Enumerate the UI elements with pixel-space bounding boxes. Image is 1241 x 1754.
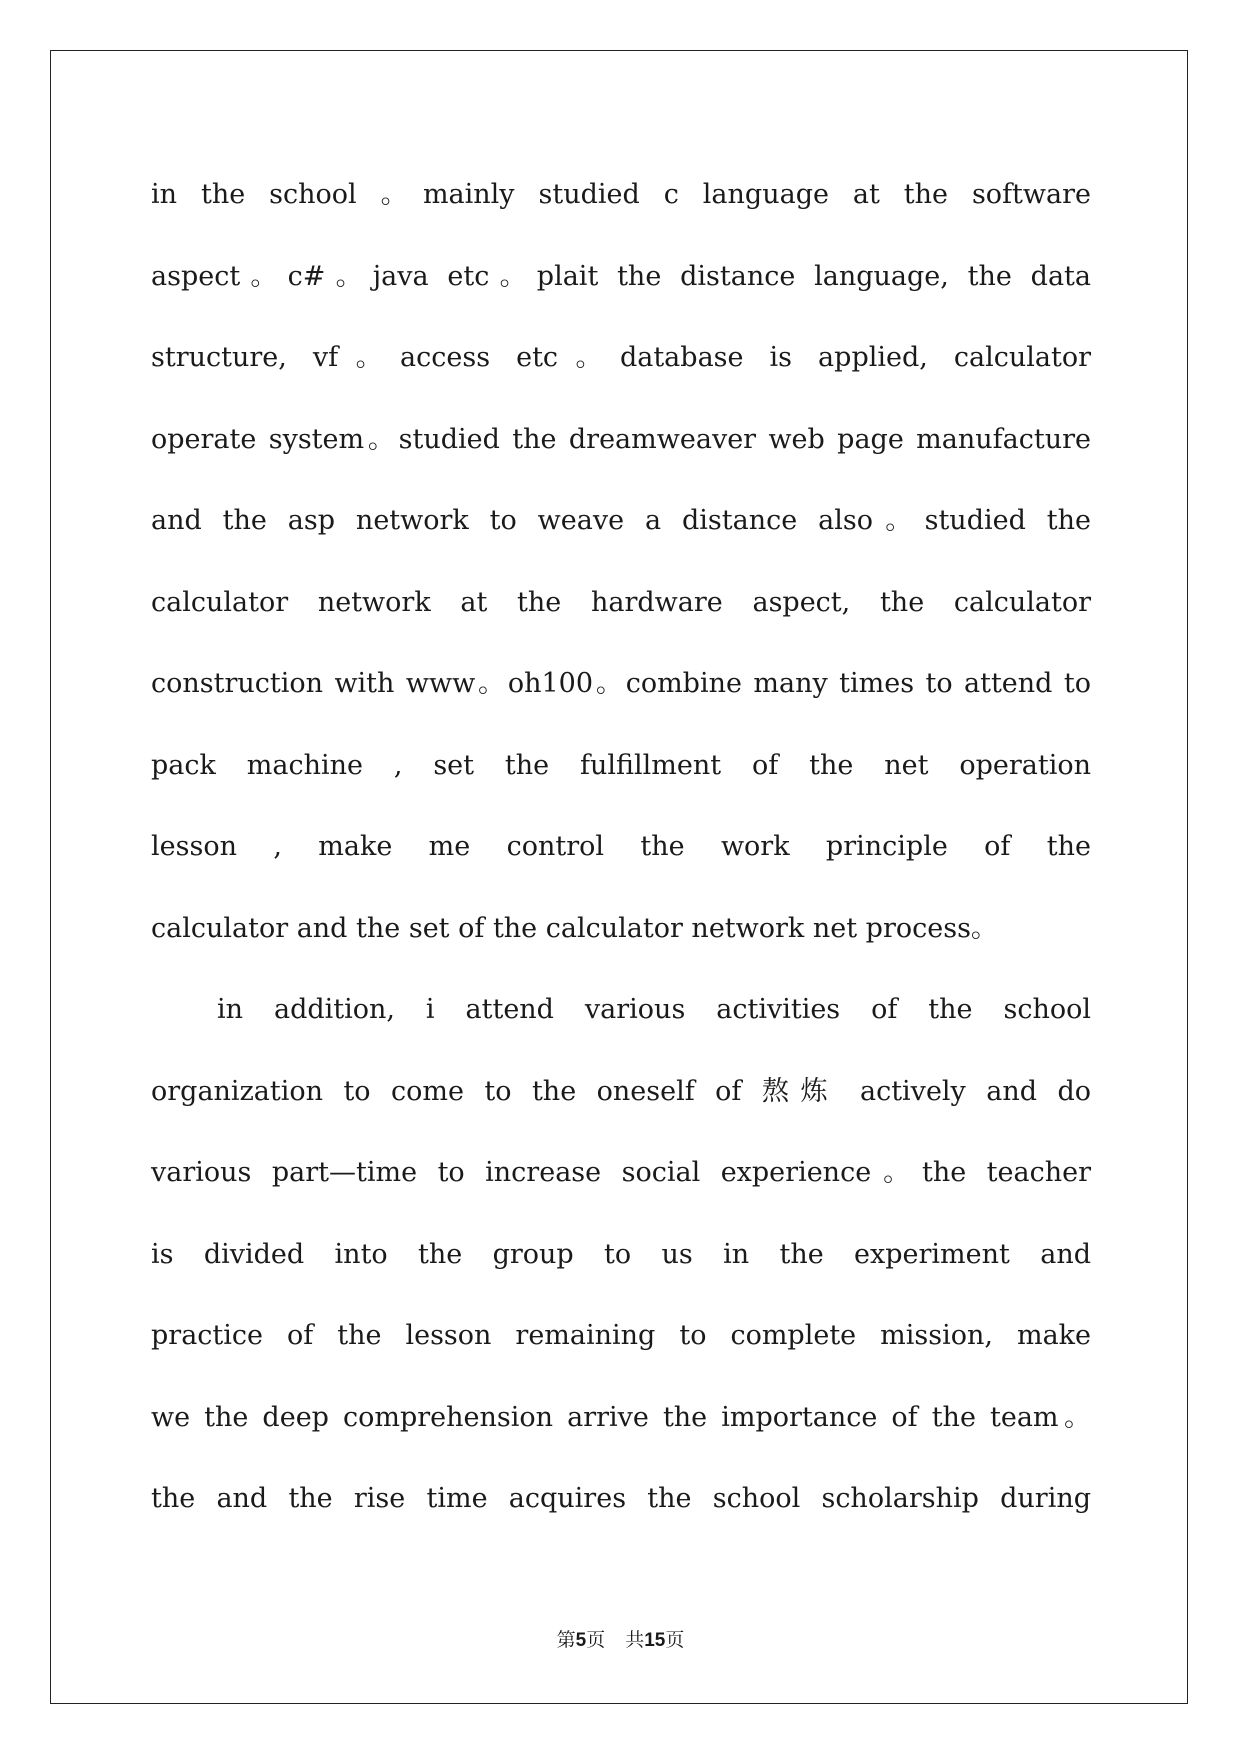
text-line: in the school 。mainly studied c language at the software: [151, 179, 1091, 210]
text-line: various part—time to increase social experience。the teacher: [151, 1157, 1091, 1188]
text-line: aspect。c#。java etc。plait the distance language, the data: [151, 260, 1091, 292]
text-line: and the asp network to weave a distance also。studied the: [151, 505, 1091, 536]
total-label-suffix: 页: [665, 1629, 685, 1651]
text-line: construction with www。oh100。combine many times to attend to: [151, 668, 1091, 699]
text-line: organization to come to the oneself of 熬炼 actively and do: [151, 1075, 1091, 1107]
text-line: structure, vf。access etc。database is applied, calculator: [151, 342, 1091, 373]
text-line: is divided into the group to us in the experiment and: [151, 1238, 1091, 1270]
page-footer: [0, 1625, 1241, 1652]
document-body: [151, 165, 1091, 1551]
text-line: we the deep comprehension arrive the importance of the team。: [151, 1401, 1091, 1433]
paragraph-end-line: calculator and the set of the calculator network net process。: [151, 912, 998, 944]
text-line: lesson , make me control the work principle of the: [151, 831, 1091, 862]
text-line: pack machine , set the fulfillment of the net operation: [151, 749, 1091, 781]
total-label-prefix: 共: [625, 1629, 645, 1651]
text-line: calculator network at the hardware aspect, the calculator: [151, 586, 1091, 618]
page-label-suffix: 页: [586, 1629, 606, 1651]
text-line: operate system。studied the dreamweaver web page manufacture: [151, 423, 1091, 455]
page-label-prefix: 第: [556, 1629, 576, 1651]
text-line: the and the rise time acquires the school scholarship during: [151, 1483, 1091, 1514]
total-pages: 15: [644, 1630, 666, 1651]
paragraph-start-line: in addition, i attend various activities of the school: [217, 994, 1091, 1025]
page-number: 5: [575, 1630, 587, 1651]
text-line: practice of the lesson remaining to complete mission, make: [151, 1320, 1091, 1351]
